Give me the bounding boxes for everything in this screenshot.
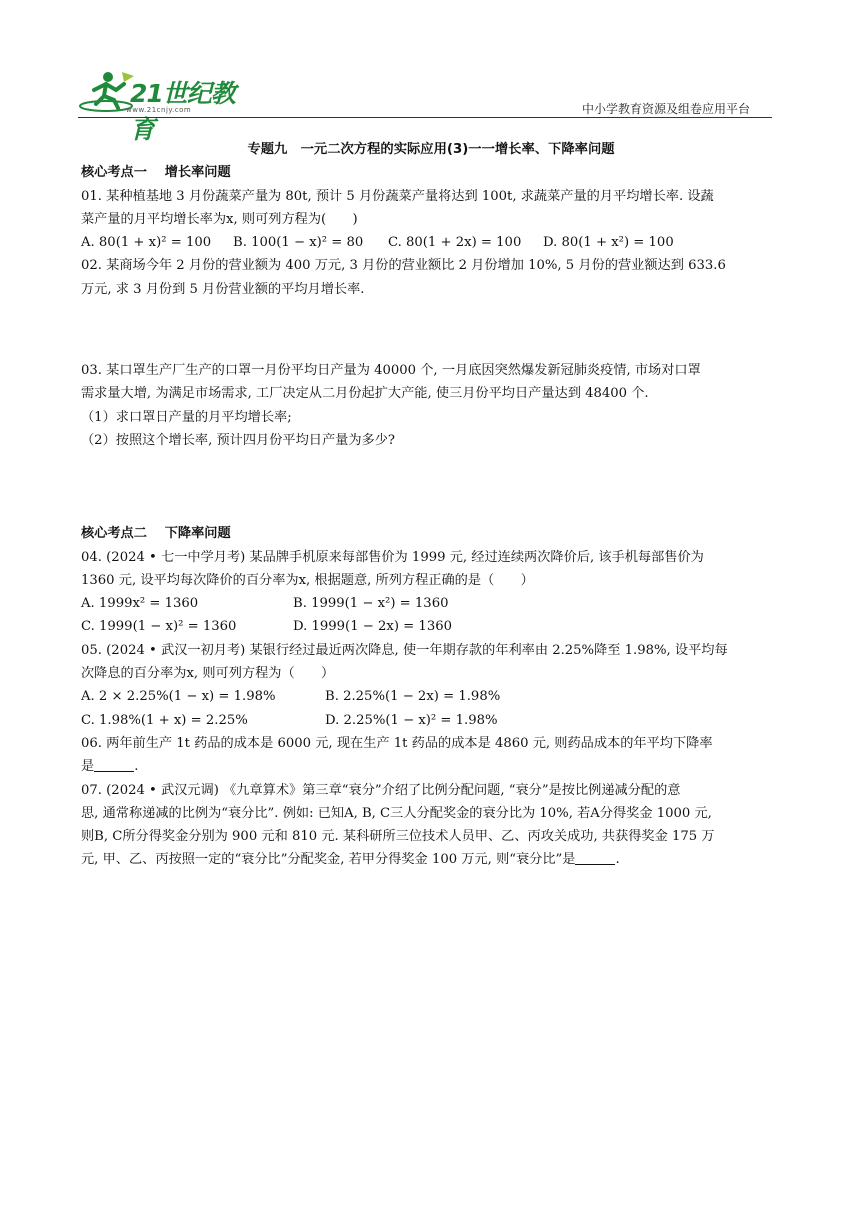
logo-text: 21世纪教育 xyxy=(130,79,235,144)
q5-option-c: C. 1.98%(1 + x) = 2.25% xyxy=(81,712,248,728)
q5-line2: 次降息的百分率为x, 则可列方程为（ ） xyxy=(81,666,335,682)
q4-option-c: C. 1999(1 − x)² = 1360 xyxy=(81,619,237,635)
question-1 xyxy=(81,185,781,255)
q3-sub2: （2）按照这个增长率, 预计四月份平均日产量为多少? xyxy=(81,432,395,448)
q5-line1: 05. (2024 • 武汉一初月考) 某银行经过最近两次降息, 使一年期存款的年利率由 2.25%降至 1.98%, 设平均每 xyxy=(81,642,728,658)
header-divider xyxy=(78,117,772,118)
answer-space xyxy=(81,301,781,359)
q6-line2-pre: 是 xyxy=(81,759,95,775)
q4-option-a: A. 1999x² = 1360 xyxy=(81,596,199,612)
section-heading-2: 核心考点二 下降率问题 xyxy=(81,526,231,542)
logo-url: www.21cnjy.com xyxy=(126,106,192,114)
q4-options-row1 xyxy=(81,592,781,615)
q6-answer-blank xyxy=(94,757,134,772)
question-6 xyxy=(81,732,781,779)
q1-option-c: C. 80(1 + 2x) = 100 xyxy=(388,235,522,251)
page-title: 专题九 一元二次方程的实际应用(3)一一增长率、下降率问题 xyxy=(247,142,615,157)
q5-option-d: D. 2.25%(1 − x)² = 1.98% xyxy=(325,712,498,728)
document-body xyxy=(81,138,781,872)
q4-line2: 1360 元, 设平均每次降价的百分率为x, 根据题意, 所列方程正确的是（ ） xyxy=(81,572,534,588)
q2-line1: 02. 某商场今年 2 月份的营业额为 400 万元, 3 月份的营业额比 2 月份增加 10%, 5 月份的营业额达到 633.6 xyxy=(81,258,726,274)
q6-line1: 06. 两年前生产 1t 药品的成本是 6000 元, 现在生产 1t 药品的成本是 4860 元, 则药品成本的年平均下降率 xyxy=(81,735,713,751)
q6-line2-post: . xyxy=(134,759,139,775)
q4-options-row2 xyxy=(81,615,781,638)
q7-line3: 则B, C所分得奖金分别为 900 元和 810 元. 某科研所三位技术人员甲、乙、丙攻关成功, 共获得奖金 175 万 xyxy=(81,829,715,845)
q7-answer-blank xyxy=(575,850,615,865)
q5-option-a: A. 2 × 2.25%(1 − x) = 1.98% xyxy=(81,689,276,705)
q5-option-b: B. 2.25%(1 − 2x) = 1.98% xyxy=(325,689,501,705)
q7-line1: 07. (2024 • 武汉元调) 《九章算术》第三章“衰分”介绍了比例分配问题, “衰分”是按比例递减分配的意 xyxy=(81,782,681,798)
platform-name: 中小学教育资源及组卷应用平台 xyxy=(581,102,750,116)
q1-option-b: B. 100(1 − x)² = 80 xyxy=(233,235,364,251)
q3-line2: 需求量大增, 为满足市场需求, 工厂决定从二月份起扩大产能, 使三月份平均日产量达到 48400 个. xyxy=(81,386,649,402)
q1-option-a: A. 80(1 + x)² = 100 xyxy=(81,235,212,251)
q6-line2 xyxy=(81,755,781,778)
question-5 xyxy=(81,639,781,732)
question-3 xyxy=(81,359,781,452)
q1-options xyxy=(81,231,781,254)
q5-options-row2 xyxy=(81,709,781,732)
q7-line4-pre: 元, 甲、乙、丙按照一定的“衰分比”分配奖金, 若甲分得奖金 100 万元, 则“衰分比”是 xyxy=(81,852,576,868)
q7-line4-post: . xyxy=(615,852,620,868)
q7-line4 xyxy=(81,848,781,871)
logo xyxy=(78,68,248,144)
q3-sub1: （1）求口罩日产量的月平均增长率; xyxy=(81,409,292,425)
q7-line2: 思, 通常称递减的比例为“衰分比”. 例如: 已知A, B, C三人分配奖金的衰分比为 10%, 若A分得奖金 1000 元, xyxy=(81,805,712,821)
q4-option-b: B. 1999(1 − x²) = 1360 xyxy=(293,596,449,612)
q2-line2: 万元, 求 3 月份到 5 月份营业额的平均月增长率. xyxy=(81,281,365,297)
q3-line1: 03. 某口罩生产厂生产的口罩一月份平均日产量为 40000 个, 一月底因突然爆发新冠肺炎疫情, 市场对口罩 xyxy=(81,363,701,379)
q1-line1: 01. 某种植基地 3 月份蔬菜产量为 80t, 预计 5 月份蔬菜产量将达到 100t, 求蔬菜产量的月平均增长率. 设蔬 xyxy=(81,188,714,204)
question-4 xyxy=(81,546,781,639)
q4-line1: 04. (2024 • 七一中学月考) 某品牌手机原来每部售价为 1999 元, 经过连续两次降价后, 该手机每部售价为 xyxy=(81,549,704,565)
q1-line2: 菜产量的月平均增长率为x, 则可列方程为( ) xyxy=(81,211,358,227)
answer-space xyxy=(81,452,781,522)
section-heading-1: 核心考点一 增长率问题 xyxy=(81,165,231,181)
q1-option-d: D. 80(1 + x²) = 100 xyxy=(543,235,674,251)
q4-option-d: D. 1999(1 − 2x) = 1360 xyxy=(293,619,452,635)
page-header xyxy=(78,66,772,144)
question-7 xyxy=(81,779,781,872)
q5-options-row1 xyxy=(81,685,781,708)
question-2 xyxy=(81,254,781,301)
